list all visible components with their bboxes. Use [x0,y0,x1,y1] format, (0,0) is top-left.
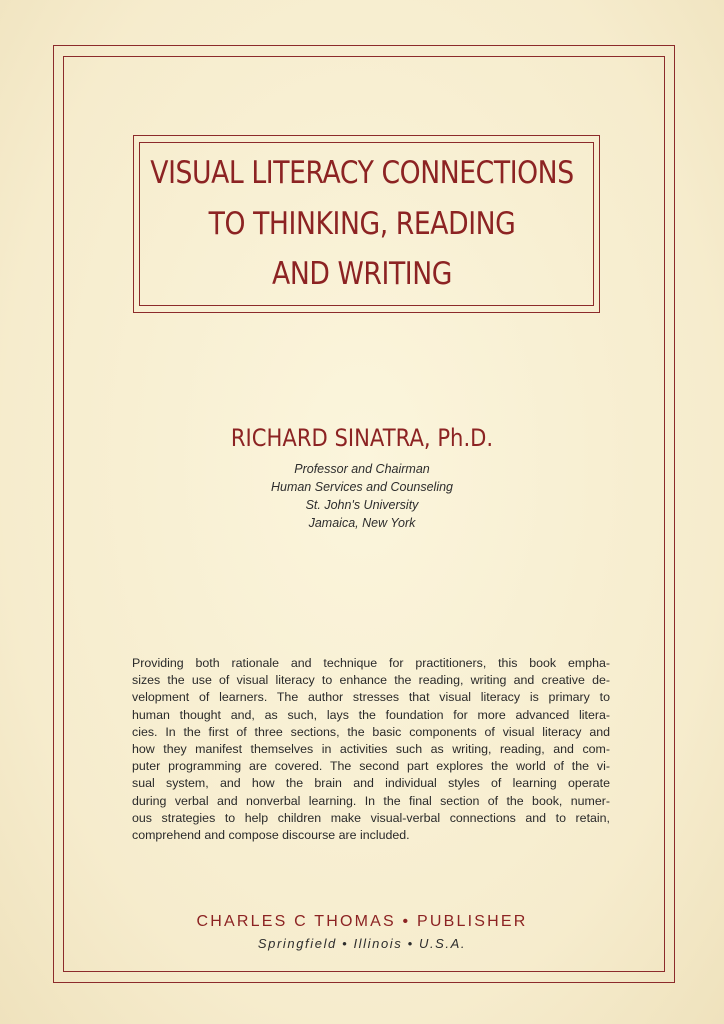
description-line: sual system, and how the brain and individual styles of learning operate [132,776,610,791]
description-line: cies. In the first of three sections, the basic components of visual literacy and [132,724,610,739]
book-description [132,655,610,844]
author-affiliation-university: St. John's University [305,498,419,512]
publisher-name: CHARLES C THOMAS • PUBLISHER [196,913,528,930]
title-line-1: VISUAL LITERACY CONNECTIONS [150,155,574,191]
title-line-3: AND WRITING [272,256,452,292]
description-line: puter programming are covered. The second part explores the world of the vi- [132,759,610,774]
description-line: comprehend and compose discourse are included. [132,828,410,843]
author-affiliation-department: Human Services and Counseling [270,480,454,494]
publisher-location: Springfield • Illinois • U.S.A. [257,936,467,951]
description-line: ous strategies to help children make visual-verbal connections and to retain, [132,810,610,825]
author-affiliation-title: Professor and Chairman [294,462,430,476]
author-affiliation-city: Jamaica, New York [308,516,416,530]
description-line: during verbal and nonverbal learning. In the final section of the book, numer- [132,793,610,808]
description-line: sizes the use of visual literacy to enhance the reading, writing and creative de- [132,673,610,688]
title-line-2: TO THINKING, READING [208,206,516,242]
author-name: RICHARD SINATRA, Ph.D. [230,424,494,452]
description-line: human thought and, as such, lays the foundation for more advanced litera- [132,707,610,722]
description-line: how they manifest themselves in activities such as writing, reading, and com- [132,742,610,757]
description-line: velopment of learners. The author stresses that visual literacy is primary to [132,690,610,705]
description-line: Providing both rationale and technique for practitioners, this book empha- [132,656,610,670]
